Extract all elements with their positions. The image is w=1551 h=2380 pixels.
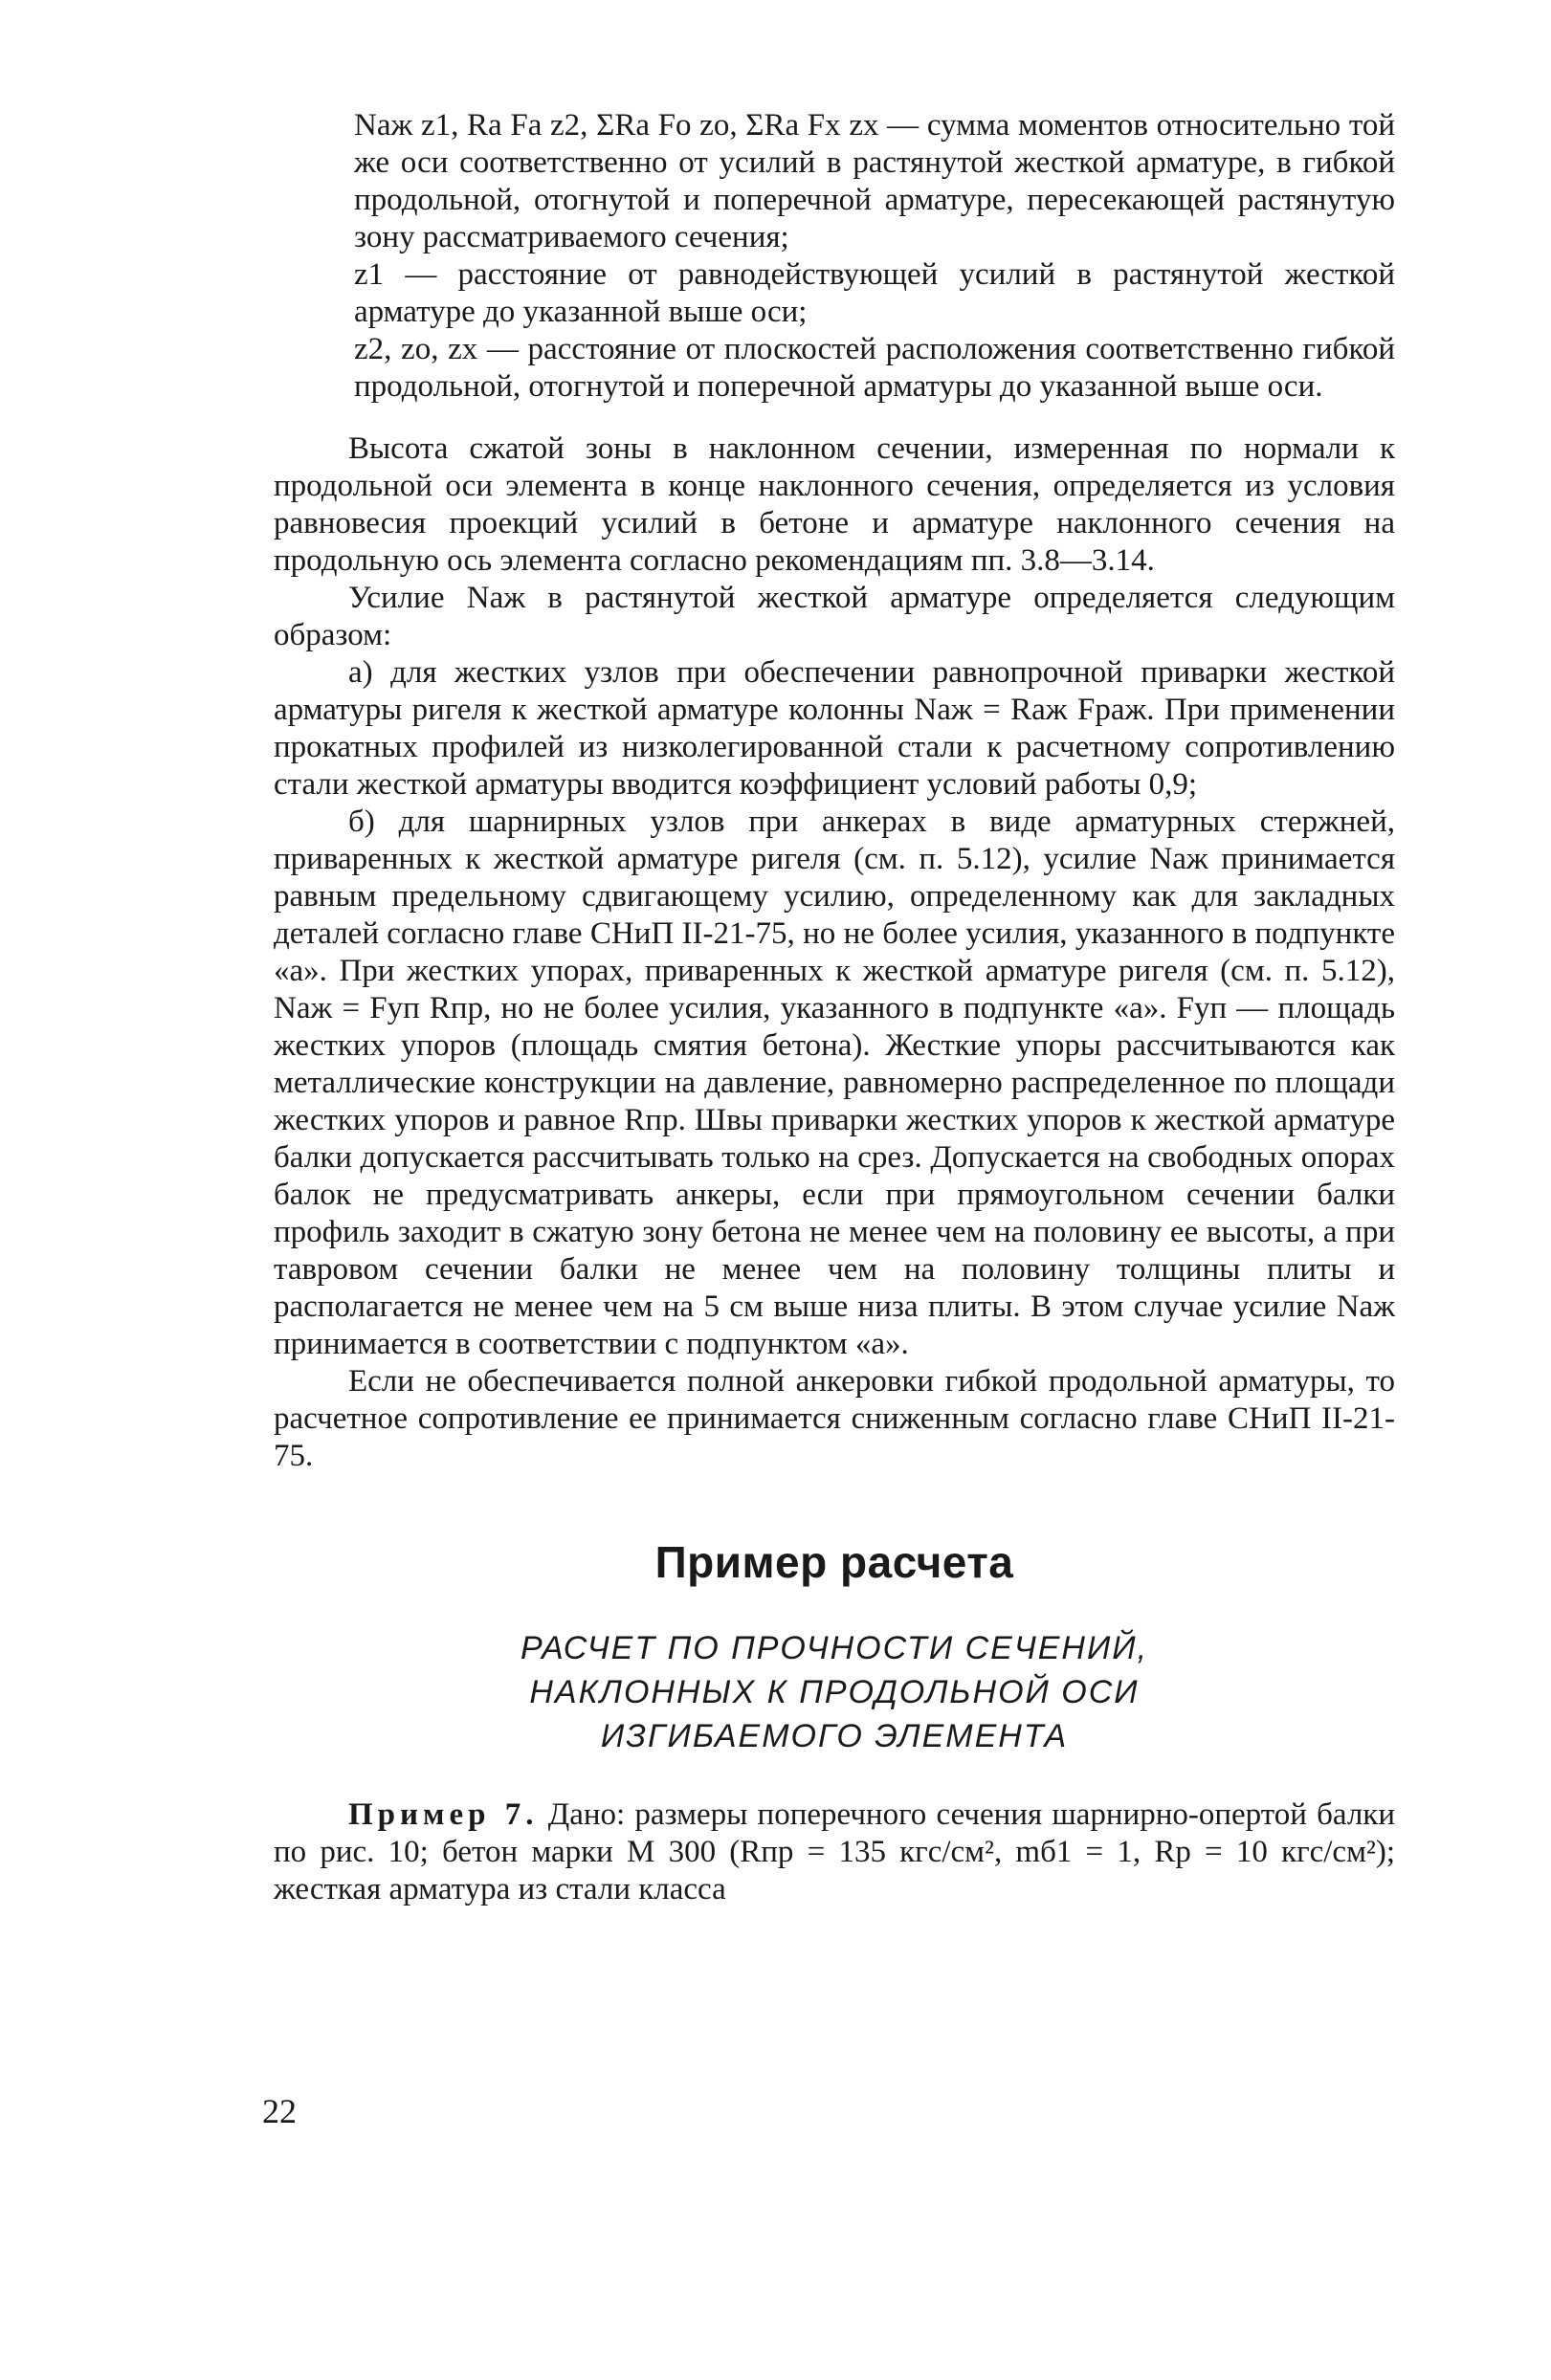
subheading-line: НАКЛОННЫХ К ПРОДОЛЬНОЙ ОСИ <box>529 1674 1140 1710</box>
example-block <box>274 1796 1395 1908</box>
section-heading: Пример расчета <box>654 1537 1014 1587</box>
paragraph: а) для жестких узлов при обеспечении равнопрочной приварки жесткой арматуры ригеля к жесткой арматуре колонны Nаж = Rаж Fрaж. При применении прокатных профилей из низколегированной стали к расчетному сопротивлению стали жесткой арматуры вводится коэффициент условий работы 0,9; <box>274 655 1395 802</box>
paragraph: Высота сжатой зоны в наклонном сечении, измеренная по нормали к продольной оси элемента в конце наклонного сечения, определяется из условия равновесия проекций усилий в бетоне и арматуре наклонного сечения на продольную ось элемента согласно рекомендациям пп. 3.8—3.14. <box>274 431 1395 578</box>
example-paragraph <box>274 1796 1395 1908</box>
legend-item: Nаж z1, Ra Fa z2, ΣRa Fo zo, ΣRa Fx zx — сумма моментов относительно той же оси соответственно от усилий в растянутой жесткой арматуре, в гибкой продольной, отогнутой и поперечной арматуре, пересекающей растянутую зону рассматриваемого сечения; <box>354 108 1395 254</box>
page-number: 22 <box>262 2092 297 2130</box>
body-text <box>274 430 1395 1475</box>
example-text: Дано: размеры поперечного сечения шарнирно-опертой балки по рис. 10; бетон марки М 300 (Rпр = 135 кгс/см², mб1 = 1, Rр = 10 кгс/см²); жесткая арматура из стали класса <box>274 1797 1396 1906</box>
legend-item: z2, zo, zx — расстояние от плоскостей расположения соответственно гибкой продольной, отогнутой и поперечной арматуры до указанной выше оси. <box>354 332 1395 404</box>
paragraph: Усилие Nаж в растянутой жесткой арматуре определяется следующим образом: <box>274 581 1395 652</box>
paragraph: б) для шарнирных узлов при анкерах в виде арматурных стержней, приваренных к жесткой арматуре ригеля (см. п. 5.12), усилие Nаж принимается равным предельному сдвигающему усилию, определенному как для закладных деталей согласно главе СНиП II-21-75, но не более усилия, указанного в подпункте «а». При жестких упорах, приваренных к жесткой арматуре ригеля (см. п. 5.12), Nаж = Fуп Rпр, но не более усилия, указанного в подпункте «а». Fуп — площадь жестких упоров (площадь смятия бетона). Жесткие упоры рассчитываются как металлические конструкции на давление, равномерно распределенное по площади жестких упоров и равное Rпр. Швы приварки жестких упоров к жесткой арматуре балки допускается рассчитывать только на срез. Допускается на свободных опорах балок не предусматривать анкеры, если при прямоугольном сечении балки профиль заходит в сжатую зону бетона не менее чем на половину ее высоты, а при тавровом сечении балки не менее чем на половину толщины плиты и располагается не менее чем на 5 см выше низа плиты. В этом случае усилие Nаж принимается в соответствии с подпунктом «а». <box>274 804 1395 1361</box>
subheading-line: РАСЧЕТ ПО ПРОЧНОСТИ СЕЧЕНИЙ, <box>520 1630 1149 1666</box>
page-content <box>274 107 1395 1908</box>
subheading-line: ИЗГИБАЕМОГО ЭЛЕМЕНТА <box>600 1718 1069 1754</box>
paragraph: Если не обеспечивается полной анкеровки гибкой продольной арматуры, то расчетное сопротивление ее принимается сниженным согласно главе СНиП II-21-75. <box>274 1364 1395 1473</box>
section-subheading <box>274 1626 1395 1758</box>
legend-item: z1 — расстояние от равнодействующей усилий в растянутой жесткой арматуре до указанной выше оси; <box>354 257 1395 329</box>
example-lead: Пример 7. <box>348 1797 539 1832</box>
symbol-legend <box>274 107 1395 406</box>
